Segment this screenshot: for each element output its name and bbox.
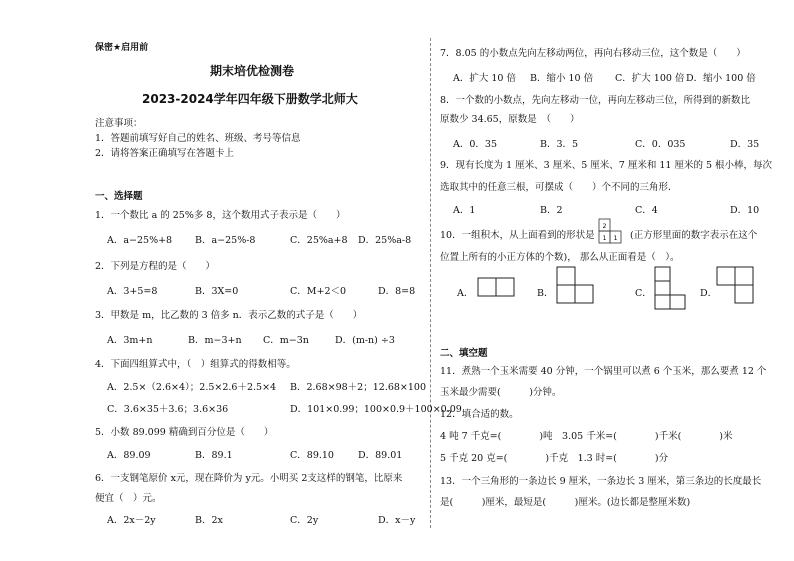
option: A．2x－2y: [107, 515, 156, 526]
question-stem: 玉米最少需要( )分钟。: [440, 387, 562, 398]
option: B．2: [540, 205, 563, 216]
exam-title: 期末培优检测卷: [210, 64, 295, 78]
option: A．a−25%+8: [107, 235, 173, 246]
question-stem: 5．小数 89.099 精确到百分位是（ ）: [95, 427, 274, 438]
grid-cell-number: 1: [613, 235, 618, 242]
question-stem: 5 千克 20 克=( )千克 1.3 时=( )分: [440, 453, 669, 464]
question-stem: 13．一个三角形的一条边长 9 厘米，一条边长 3 厘米，第三条边的长度最长: [440, 476, 762, 487]
note-item: 1．答题前填写好自己的姓名、班级、考号等信息: [95, 133, 301, 144]
section-heading: 一、选择题: [95, 191, 143, 202]
top-view-grid-figure: [598, 218, 628, 246]
option: B．89.1: [195, 450, 233, 461]
note-item: 2．请将答案正确填写在答题卡上: [95, 148, 235, 159]
option: D．35: [730, 139, 760, 150]
option: B．a−25%-8: [195, 235, 256, 246]
option: D．8=8: [378, 286, 416, 297]
question-stem: 11．煮熟一个玉米需要 40 分钟，一个锅里可以煮 6 个玉米，那么要煮 12 个: [440, 366, 767, 377]
question-stem: 12．填合适的数。: [440, 409, 519, 420]
question-stem: 2．下列是方程的是（ ）: [95, 261, 216, 272]
option: B．: [537, 288, 554, 299]
option: A．3m+n: [107, 335, 153, 346]
question-stem: 9．现有长度为 1 厘米、3 厘米、5 厘米、7 厘米和 11 厘米的 5 根小棒，每次: [440, 160, 773, 171]
exam-subtitle: 2023-2024学年四年级下册数学北师大: [142, 92, 358, 106]
question-stem: 7．8.05 的小数点先向左移动两位，再向右移动三位，这个数是（ ）: [440, 48, 746, 59]
front-view-option-d-figure: [716, 266, 756, 304]
option: A．0．35: [453, 139, 497, 150]
option: B．2x: [195, 515, 223, 526]
option: A．1: [453, 205, 476, 216]
option: C．扩大 100 倍: [615, 73, 685, 84]
option: D．25%a-8: [358, 235, 412, 246]
option: C．: [635, 288, 652, 299]
column-divider: [430, 38, 431, 528]
option: D．101×0.99；100×0.9＋100×0.09: [290, 404, 462, 415]
question-stem: 原数少 34.65，原数是 （ ）: [440, 114, 580, 125]
notes-heading: 注意事项：: [95, 118, 143, 129]
option: B．2.68×98＋2；12.68×100: [290, 382, 427, 393]
option: B．缩小 10 倍: [530, 73, 594, 84]
question-stem: 1．一个数比 a 的 25%多 8，这个数用式子表示是（ ）: [95, 210, 346, 221]
option: D．89.01: [358, 450, 403, 461]
front-view-option-c-figure: [654, 266, 694, 312]
option: A．3+5=8: [107, 286, 158, 297]
grid-cell-number: 1: [602, 235, 607, 242]
question-stem: 选取其中的任意三根，可摆成（ ）个不同的三角形．: [440, 182, 678, 193]
option: C．0．035: [635, 139, 686, 150]
section-heading: 二、填空题: [440, 348, 488, 359]
option: D．: [700, 288, 718, 299]
question-stem: 便宜（ ）元。: [95, 493, 162, 504]
option: C．m−3n: [263, 335, 309, 346]
option: B．3．5: [540, 139, 579, 150]
question-stem: 位置上所有的小正方体的个数)， 那么从正面看是（ ）。: [440, 252, 680, 263]
question-stem: 10．一组积木，从上面看到的形状是: [440, 230, 595, 241]
question-stem: 6．一支钢笔原价 x元，现在降价为 y元。小明买 2支这样的钢笔，比原来: [95, 473, 403, 484]
front-view-option-b-figure: [556, 266, 596, 304]
secret-label: 保密★启用前: [95, 43, 149, 53]
question-stem: 是( )厘米，最短是( )厘米。(边长都是整厘米数): [440, 497, 691, 508]
option: C．4: [635, 205, 658, 216]
option: C．89.10: [290, 450, 334, 461]
option: B．m−3+n: [188, 335, 242, 346]
grid-cell-number: 2: [602, 223, 607, 230]
question-stem: (正方形里面的数字表示在这个: [630, 230, 758, 241]
option: D．10: [730, 205, 760, 216]
option: D．x－y: [378, 515, 416, 526]
option: B．3X=0: [195, 286, 239, 297]
question-stem: 8．一个数的小数点，先向左移动一位，再向左移动三位，所得到的新数比: [440, 95, 751, 106]
option: C．3.6×35＋3.6；3.6×36: [107, 404, 229, 415]
option: C．M+2＜0: [290, 286, 347, 297]
option: D．缩小 100 倍: [686, 73, 756, 84]
question-stem: 3．甲数是 m，比乙数的 3 倍多 n．表示乙数的式子是（ ）: [95, 310, 363, 321]
option: C．25%a+8: [290, 235, 348, 246]
option: D．(m-n) ÷3: [335, 335, 395, 346]
option: A．89.09: [107, 450, 151, 461]
question-stem: 4．下面四组算式中，（ ）组算式的得数相等。: [95, 359, 296, 370]
question-stem: 4 吨 7 千克=( )吨 3.05 千米=( )千米( )米: [440, 431, 733, 442]
front-view-option-a-figure: [477, 277, 517, 297]
option: A．扩大 10 倍: [453, 73, 516, 84]
option: C．2y: [290, 515, 319, 526]
option: A．2.5×（2.6×4）；2.5×2.6＋2.5×4: [107, 382, 277, 393]
option: A．: [457, 288, 474, 299]
